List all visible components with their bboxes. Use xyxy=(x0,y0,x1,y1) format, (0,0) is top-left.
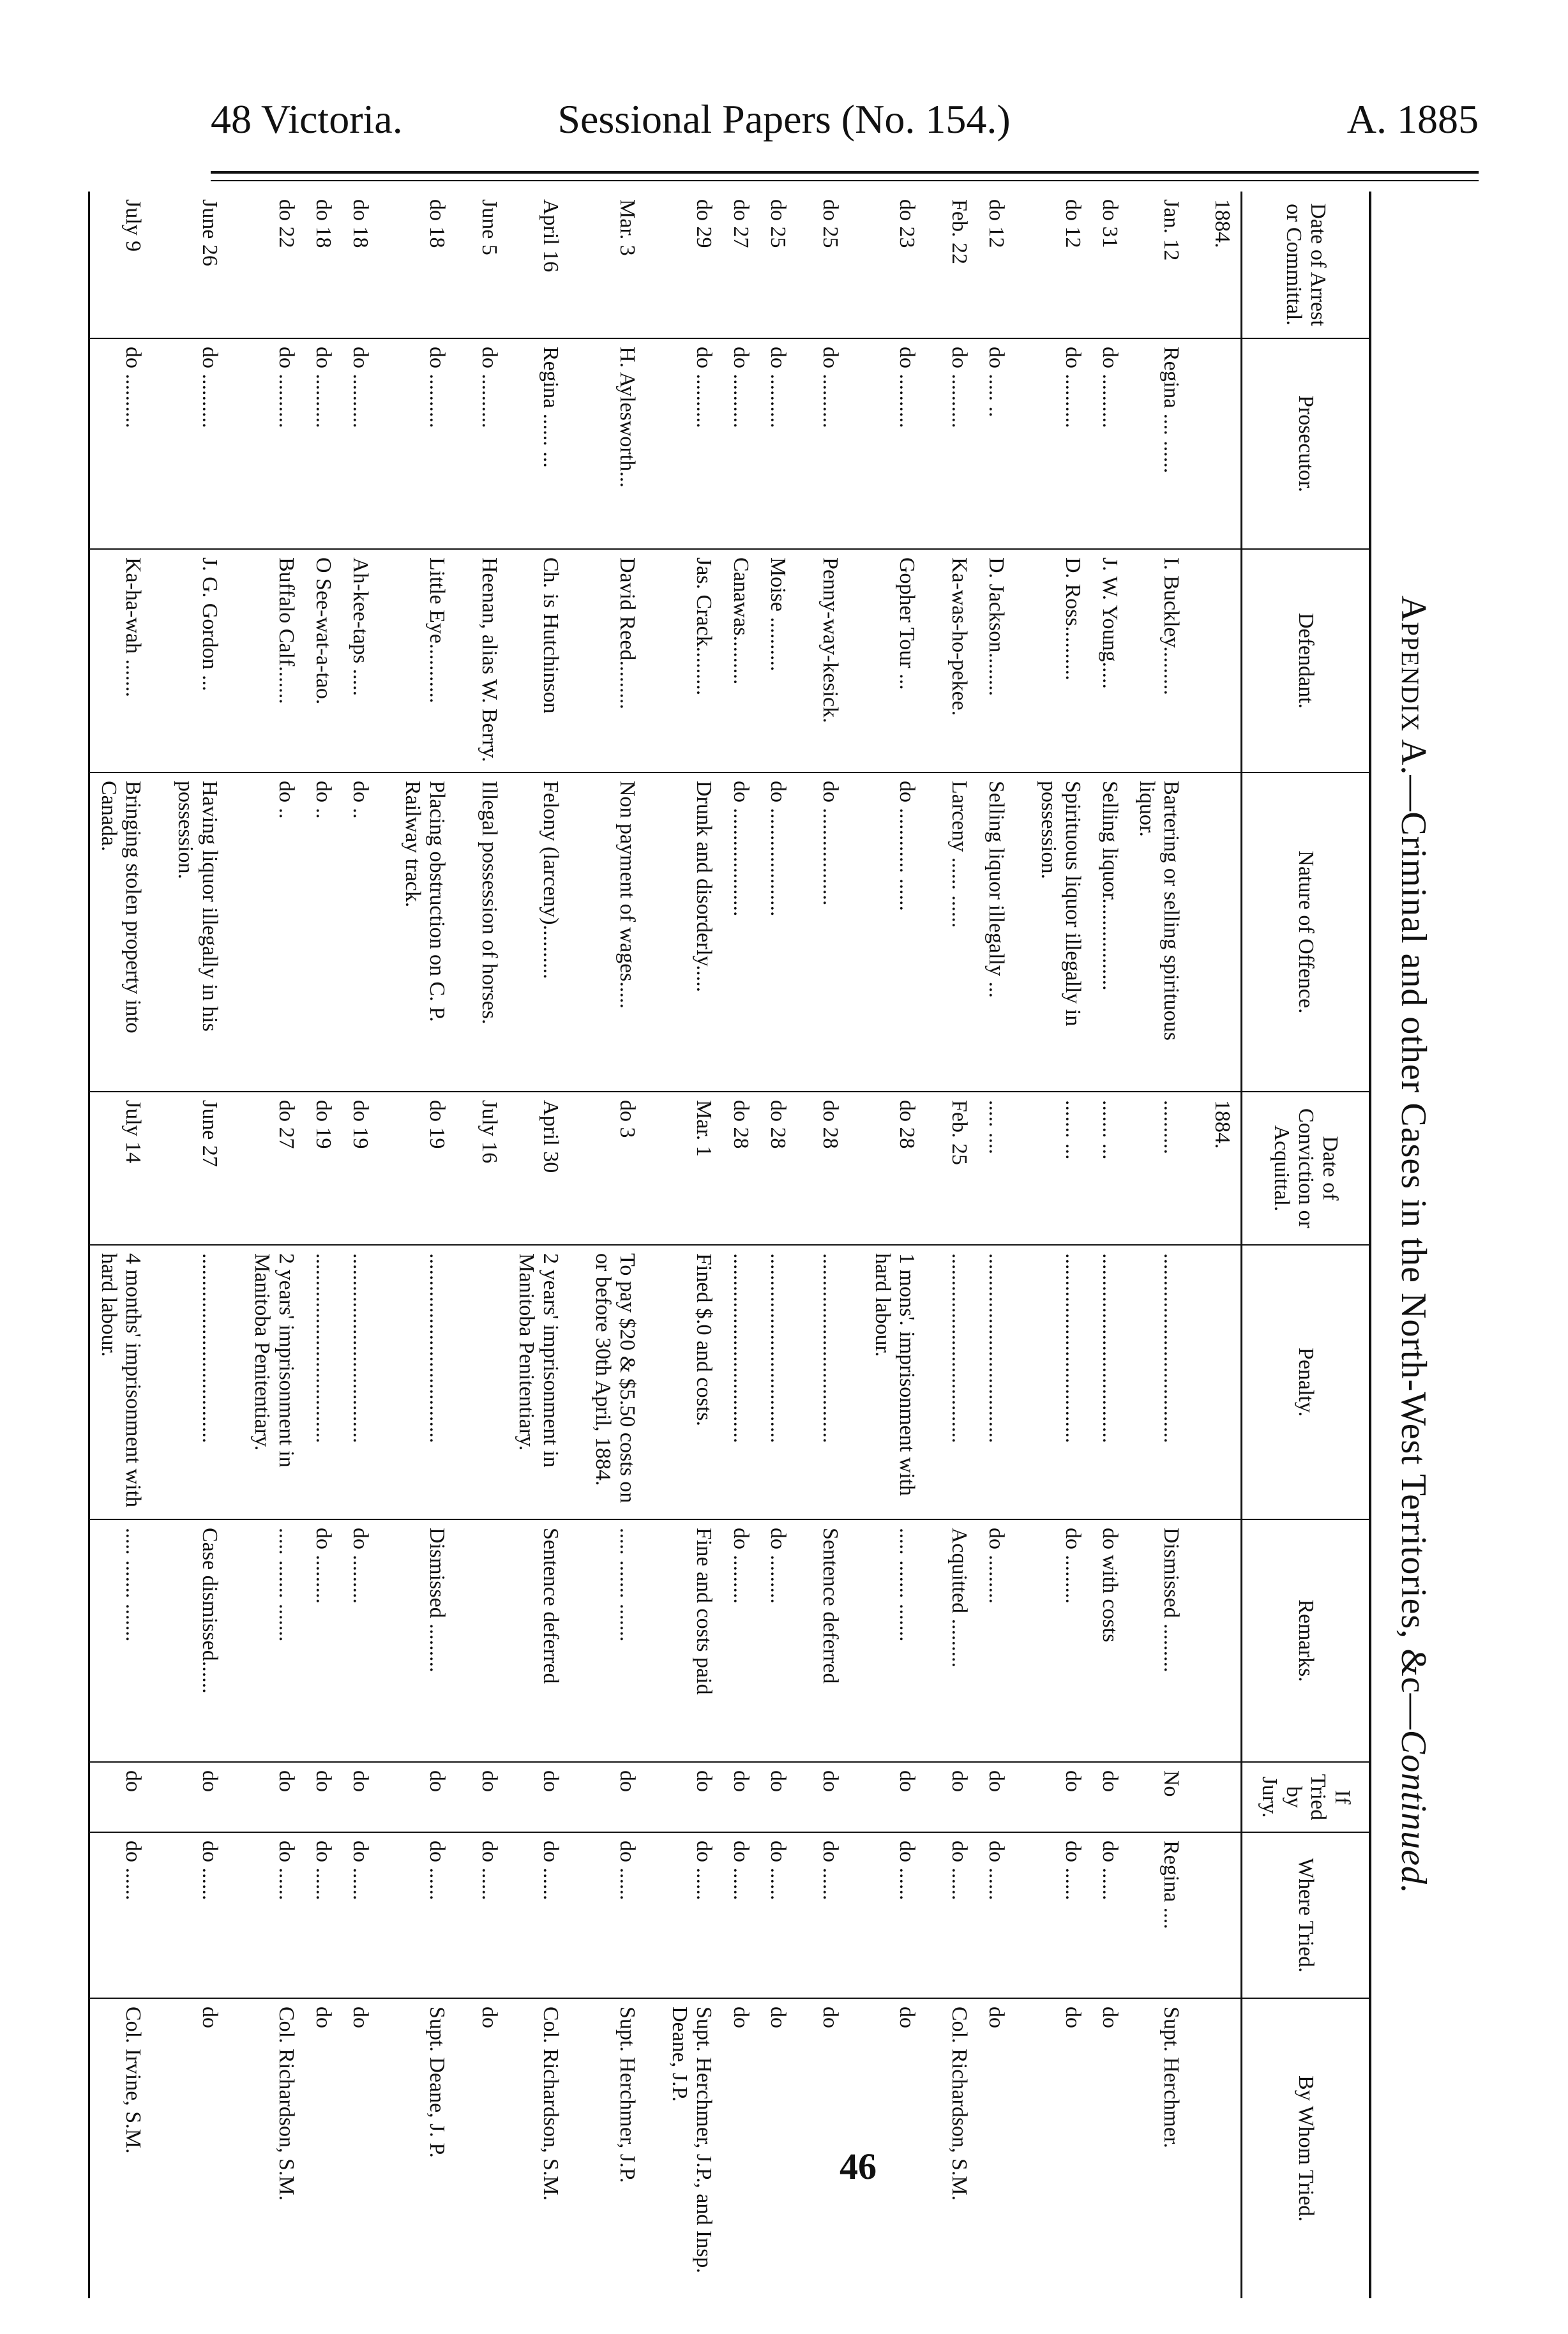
cell-jury: do xyxy=(940,1762,977,1832)
cell-conviction-date: do 28 xyxy=(811,1092,848,1245)
cell-tried-by: do xyxy=(1030,1998,1091,2298)
cell-conviction-date: June 27 xyxy=(167,1092,228,1245)
cell-remarks: ..... ....... ....... xyxy=(89,1519,152,1762)
cell-where-tried: do ...... xyxy=(167,1832,228,1998)
cell-defendant: Little Eye........... xyxy=(394,549,455,772)
cell-offence: Placing obstruction on C. P. Railway track. xyxy=(394,772,455,1092)
cell-conviction-date: do 28 xyxy=(759,1092,796,1245)
cell-penalty: 1 mons'. imprisonment with hard labour. xyxy=(864,1245,925,1519)
cell-where-tried: do ...... xyxy=(305,1832,342,1998)
cell-tried-by: do xyxy=(722,1998,759,2298)
cell-prosecutor: do .......... xyxy=(722,338,759,549)
cell-tried-by: Col. Richardson, S.M. xyxy=(243,1998,305,2298)
cell-jury: do xyxy=(342,1762,379,1832)
cell-arrest-date: Mar. 3 xyxy=(615,199,639,256)
cell-arrest-date: April 16 xyxy=(539,199,562,273)
group-gap xyxy=(645,192,661,2298)
cell-arrest-date: do 25 xyxy=(818,199,842,248)
col-header-tried-by: By Whom Tried. xyxy=(1242,1998,1371,2298)
table-body xyxy=(89,192,1242,2298)
cell-tried-by: Col. Richardson, S.M. xyxy=(940,1998,977,2298)
cell-defendant: Ch. is Hutchinson xyxy=(508,549,569,772)
table-row xyxy=(471,192,508,2298)
cell-conviction-date: ....... ... xyxy=(1091,1092,1128,1245)
cell-penalty: ................................... xyxy=(759,1245,796,1519)
cell-tried-by: do xyxy=(342,1998,379,2298)
cell-prosecutor: do .......... xyxy=(394,338,455,549)
cell-where-tried: do ...... xyxy=(471,1832,508,1998)
table-row xyxy=(661,192,722,2298)
cell-prosecutor: Regina .... ...... xyxy=(1128,338,1189,549)
cell-arrest-date: do 23 xyxy=(895,199,919,248)
table-row xyxy=(864,192,925,2298)
cell-penalty: 2 years' imprisonment in Manitoba Penitentiary. xyxy=(508,1245,569,1519)
cell-where-tried: Regina .... xyxy=(1128,1832,1189,1998)
cell-where-tried: do ...... xyxy=(89,1832,152,1998)
cell-penalty: ................................... xyxy=(977,1245,1014,1519)
cell-penalty: ................................... xyxy=(305,1245,342,1519)
cell-conviction-date: do 19 xyxy=(305,1092,342,1245)
title-suffix: Continued. xyxy=(1394,1729,1433,1895)
cell-where-tried: do ...... xyxy=(811,1832,848,1998)
table-row xyxy=(1030,192,1091,2298)
cell-offence: Having liquor illegally in his possession. xyxy=(167,772,228,1092)
cell-prosecutor: do .......... xyxy=(940,338,977,549)
table-row xyxy=(89,192,152,2298)
cell-conviction-date: Feb. 25 xyxy=(940,1092,977,1245)
cell-defendant: Ka-was-ho-pekee. xyxy=(940,549,977,772)
table-row xyxy=(342,192,379,2298)
cell-remarks: Fine and costs paid xyxy=(661,1519,722,1762)
header-row xyxy=(1242,192,1371,2298)
cell-offence: Non payment of wages..... xyxy=(584,772,645,1092)
cell-defendant: Heenan, alias W. Berry. xyxy=(471,549,508,772)
cell-penalty: ................................... xyxy=(342,1245,379,1519)
table-row xyxy=(305,192,342,2298)
cell-conviction-date: April 30 xyxy=(508,1092,569,1245)
cell-defendant: J. W. Young..... xyxy=(1091,549,1128,772)
cell-defendant: Gopher Tour ... xyxy=(864,549,925,772)
cell-prosecutor: do .......... xyxy=(759,338,796,549)
cell-remarks: Case dismissed...... xyxy=(167,1519,228,1762)
col-header-defendant: Defendant. xyxy=(1242,549,1371,772)
group-gap xyxy=(455,192,471,2298)
cell-remarks: Sentence deferred xyxy=(811,1519,848,1762)
cell-arrest-date: do 18 xyxy=(312,199,335,248)
cell-tried-by: do xyxy=(811,1998,848,2298)
cell-offence: Spirituous liquor illegally in possession. xyxy=(1030,772,1091,1092)
cell-arrest-date: do 22 xyxy=(275,199,298,248)
cell-defendant: I. Buckley......... xyxy=(1128,549,1189,772)
cell-conviction-date: Mar. 1 xyxy=(661,1092,722,1245)
cell-arrest-date: Jan. 12 xyxy=(1159,199,1183,261)
cell-jury: do xyxy=(811,1762,848,1832)
title-main: —Criminal and other Cases in the North-West Territories, &c— xyxy=(1394,775,1433,1730)
cell-tried-by: Col. Richardson, S.M. xyxy=(508,1998,569,2298)
cell-arrest-date: Feb. 22 xyxy=(947,199,971,264)
table-row xyxy=(1091,192,1128,2298)
cell-offence: do .. xyxy=(243,772,305,1092)
cell-where-tried: do ...... xyxy=(661,1832,722,1998)
cell-where-tried: do ...... xyxy=(584,1832,645,1998)
table-row xyxy=(394,192,455,2298)
cell-offence: do .................... xyxy=(722,772,759,1092)
cell-jury: do xyxy=(1091,1762,1128,1832)
cell-where-tried: do ...... xyxy=(342,1832,379,1998)
cell-remarks: do ......... xyxy=(977,1519,1014,1762)
col-header-arrest-date: Date of Arrest or Committal. xyxy=(1242,192,1371,338)
page-number: 46 xyxy=(840,2146,877,2187)
cell-arrest-date: do 18 xyxy=(425,199,449,248)
header-rule xyxy=(211,171,1479,174)
cell-jury: do xyxy=(584,1762,645,1832)
cell-jury: do xyxy=(167,1762,228,1832)
cell-offence: Larceny ...... ...... xyxy=(940,772,977,1092)
header-papers: Sessional Papers (No. 154.) xyxy=(557,96,1011,142)
cell-prosecutor: do .......... xyxy=(305,338,342,549)
cell-prosecutor: do .......... xyxy=(864,338,925,549)
col-header-penalty: Penalty. xyxy=(1242,1245,1371,1519)
cell-tried-by: do xyxy=(1091,1998,1128,2298)
cell-prosecutor: H. Aylesworth... xyxy=(584,338,645,549)
cell-arrest-date: do 27 xyxy=(729,199,753,248)
cell-tried-by: Supt. Herchmer, J.P., and Insp. Deane, J.P. xyxy=(661,1998,722,2298)
cell-remarks: do ......... xyxy=(722,1519,759,1762)
table-row xyxy=(977,192,1014,2298)
cell-jury: do xyxy=(977,1762,1014,1832)
cell-offence: Bringing stolen property into Canada. xyxy=(89,772,152,1092)
cell-conviction-date: ....... ... xyxy=(1030,1092,1091,1245)
cell-arrest-date: do 31 xyxy=(1098,199,1122,248)
cell-prosecutor: do ..... .. xyxy=(977,338,1014,549)
group-gap xyxy=(925,192,940,2298)
rotated-table-block xyxy=(97,192,1442,2298)
col-header-jury: If Tried by Jury. xyxy=(1242,1762,1371,1832)
cell-where-tried: do ...... xyxy=(243,1832,305,1998)
cell-defendant: Canawas......... xyxy=(722,549,759,772)
cell-where-tried: do ...... xyxy=(977,1832,1014,1998)
cell-offence: Felony (larceny).......... xyxy=(508,772,569,1092)
cell-where-tried: do ...... xyxy=(722,1832,759,1998)
col-header-conviction-date: Date of Conviction or Acquittal. xyxy=(1242,1092,1371,1245)
col-header-where-tried: Where Tried. xyxy=(1242,1832,1371,1998)
table-row xyxy=(940,192,977,2298)
cell-where-tried: do ...... xyxy=(1091,1832,1128,1998)
cell-conviction-date: do 3 xyxy=(584,1092,645,1245)
group-gap xyxy=(228,192,243,2298)
cell-remarks xyxy=(471,1519,508,1762)
cell-where-tried: do ...... xyxy=(1030,1832,1091,1998)
cell-defendant: Moise .......... xyxy=(759,549,796,772)
cell-defendant: David Reed......... xyxy=(584,549,645,772)
cell-remarks: ..... ....... ....... xyxy=(243,1519,305,1762)
cell-defendant: Buffalo Calf....... xyxy=(243,549,305,772)
cell-tried-by: do xyxy=(305,1998,342,2298)
table-row xyxy=(722,192,759,2298)
cell-penalty: ................................... xyxy=(394,1245,455,1519)
cell-penalty: To pay $20 & $5.50 costs on or before 30th April, 1884. xyxy=(584,1245,645,1519)
cell-penalty: ................................... xyxy=(167,1245,228,1519)
cell-conviction-date: .......... xyxy=(1128,1092,1189,1245)
group-gap xyxy=(379,192,394,2298)
table-row xyxy=(167,192,228,2298)
cell-remarks: Dismissed ......... xyxy=(394,1519,455,1762)
title-prefix: Appendix A. xyxy=(1394,595,1433,776)
cell-remarks: Acquitted ......... xyxy=(940,1519,977,1762)
table-row xyxy=(759,192,796,2298)
cell-conviction-date: do 28 xyxy=(722,1092,759,1245)
cell-conviction-date: do 28 xyxy=(864,1092,925,1245)
cell-arrest-date: do 29 xyxy=(692,199,716,248)
cell-where-tried: do ...... xyxy=(508,1832,569,1998)
cell-remarks: do with costs xyxy=(1091,1519,1128,1762)
cell-penalty: 2 years' imprisonment in Manitoba Penitentiary. xyxy=(243,1245,305,1519)
cell-defendant: Ka-ha-wah ....... xyxy=(89,549,152,772)
cell-jury: do xyxy=(1030,1762,1091,1832)
year-arrest: 1884. xyxy=(1210,199,1234,248)
cell-offence: Drunk and disorderly..... xyxy=(661,772,722,1092)
group-gap xyxy=(569,192,584,2298)
cell-defendant: O See-wat-a-tao. xyxy=(305,549,342,772)
header-rule-thin xyxy=(211,180,1479,181)
cell-conviction-date: do 27 xyxy=(243,1092,305,1245)
cell-defendant: J. G. Gordon ... xyxy=(167,549,228,772)
cell-penalty: ................................... xyxy=(1091,1245,1128,1519)
cell-jury: do xyxy=(394,1762,455,1832)
cell-prosecutor: do .......... xyxy=(471,338,508,549)
cell-arrest-date: July 9 xyxy=(121,199,145,252)
cell-jury: do xyxy=(471,1762,508,1832)
cell-penalty: ................................... xyxy=(722,1245,759,1519)
cell-offence: do .................. xyxy=(811,772,848,1092)
table-title xyxy=(1393,192,1434,2298)
cell-jury: do xyxy=(661,1762,722,1832)
cell-defendant: Penny-way-kesick. xyxy=(811,549,848,772)
cell-defendant: Jas. Crack......... xyxy=(661,549,722,772)
cell-offence: do .. xyxy=(305,772,342,1092)
cell-remarks: Sentence deferred xyxy=(508,1519,569,1762)
header-session: 48 Victoria. xyxy=(211,96,403,142)
table-row xyxy=(584,192,645,2298)
cell-remarks: Dismissed ......... xyxy=(1128,1519,1189,1762)
cell-offence: Bartering or selling spirituous liquor. xyxy=(1128,772,1189,1092)
group-gap xyxy=(151,192,167,2298)
cell-jury: do xyxy=(722,1762,759,1832)
cell-prosecutor: Regina ...... ... xyxy=(508,338,569,549)
cell-offence: do .................... xyxy=(759,772,796,1092)
cell-offence: Illegal possession of horses. xyxy=(471,772,508,1092)
cell-where-tried: do ...... xyxy=(940,1832,977,1998)
year-row xyxy=(1189,192,1242,2298)
cell-prosecutor: do .......... xyxy=(342,338,379,549)
cell-prosecutor: do .......... xyxy=(811,338,848,549)
cell-defendant: D. Ross.......... xyxy=(1030,549,1091,772)
cell-arrest-date: June 26 xyxy=(198,199,222,266)
cell-jury: do xyxy=(305,1762,342,1832)
cell-tried-by: do xyxy=(759,1998,796,2298)
group-gap xyxy=(1014,192,1030,2298)
cell-remarks: do ......... xyxy=(342,1519,379,1762)
table-row xyxy=(811,192,848,2298)
col-header-offence: Nature of Offence. xyxy=(1242,772,1371,1092)
cell-defendant: Ah-kee-taps ..... xyxy=(342,549,379,772)
cell-jury: do xyxy=(864,1762,925,1832)
cell-jury: do xyxy=(89,1762,152,1832)
cell-remarks: do ......... xyxy=(1030,1519,1091,1762)
group-gap xyxy=(796,192,811,2298)
cell-tried-by: Supt. Herchmer, J.P. xyxy=(584,1998,645,2298)
table-row xyxy=(243,192,305,2298)
cell-tried-by: do xyxy=(167,1998,228,2298)
cell-prosecutor: do .......... xyxy=(89,338,152,549)
col-header-prosecutor: Prosecutor. xyxy=(1242,338,1371,549)
cell-penalty: ................................... xyxy=(811,1245,848,1519)
cases-table xyxy=(88,192,1371,2298)
cell-remarks: do ......... xyxy=(305,1519,342,1762)
col-header-remarks: Remarks. xyxy=(1242,1519,1371,1762)
cell-tried-by: Supt. Herchmer. xyxy=(1128,1998,1189,2298)
cell-arrest-date: do 12 xyxy=(1061,199,1085,248)
cell-remarks: ..... ....... ....... xyxy=(584,1519,645,1762)
cell-remarks: ..... ....... ....... xyxy=(864,1519,925,1762)
cell-tried-by: Col. Irvine, S.M. xyxy=(89,1998,152,2298)
cell-conviction-date: do 19 xyxy=(342,1092,379,1245)
cell-arrest-date: do 18 xyxy=(349,199,372,248)
cell-offence: do .. xyxy=(342,772,379,1092)
cell-conviction-date: July 14 xyxy=(89,1092,152,1245)
cell-prosecutor: do .......... xyxy=(243,338,305,549)
cell-where-tried: do ...... xyxy=(864,1832,925,1998)
cell-penalty: ................................... xyxy=(1128,1245,1189,1519)
cell-jury: do xyxy=(759,1762,796,1832)
cell-offence: Selling liquor illegally ... xyxy=(977,772,1014,1092)
cell-jury: do xyxy=(243,1762,305,1832)
cell-prosecutor: do .......... xyxy=(167,338,228,549)
cell-penalty: Fined $.0 and costs. xyxy=(661,1245,722,1519)
cell-tried-by: do xyxy=(864,1998,925,2298)
cell-prosecutor: do .......... xyxy=(661,338,722,549)
cell-conviction-date: do 19 xyxy=(394,1092,455,1245)
cell-prosecutor: do .......... xyxy=(1030,338,1091,549)
cell-penalty: ................................... xyxy=(1030,1245,1091,1519)
cell-tried-by: do xyxy=(471,1998,508,2298)
cell-jury: do xyxy=(508,1762,569,1832)
year-conviction: 1884. xyxy=(1189,1092,1242,1245)
cell-jury: No xyxy=(1128,1762,1189,1832)
cell-offence: Selling liquor................. xyxy=(1091,772,1128,1092)
cell-penalty: 4 months' imprisonment with hard labour. xyxy=(89,1245,152,1519)
cell-arrest-date: June 5 xyxy=(478,199,501,255)
cell-arrest-date: do 25 xyxy=(766,199,790,248)
table-row xyxy=(1128,192,1189,2298)
cell-penalty xyxy=(471,1245,508,1519)
cell-prosecutor: do .......... xyxy=(1091,338,1128,549)
cell-conviction-date: ..... .... xyxy=(977,1092,1014,1245)
cell-where-tried: do ...... xyxy=(394,1832,455,1998)
cell-defendant: D. Jackson........ xyxy=(977,549,1014,772)
cell-tried-by: Supt. Deane, J. P. xyxy=(394,1998,455,2298)
group-gap xyxy=(848,192,864,2298)
cell-offence: do ............ ...... xyxy=(864,772,925,1092)
cell-arrest-date: do 12 xyxy=(984,199,1008,248)
cell-where-tried: do ...... xyxy=(759,1832,796,1998)
table-row xyxy=(508,192,569,2298)
header-year: A. 1885 xyxy=(1346,96,1479,142)
cell-remarks: do ......... xyxy=(759,1519,796,1762)
cell-tried-by: do xyxy=(977,1998,1014,2298)
cell-conviction-date: July 16 xyxy=(471,1092,508,1245)
cell-penalty: ................................... xyxy=(940,1245,977,1519)
